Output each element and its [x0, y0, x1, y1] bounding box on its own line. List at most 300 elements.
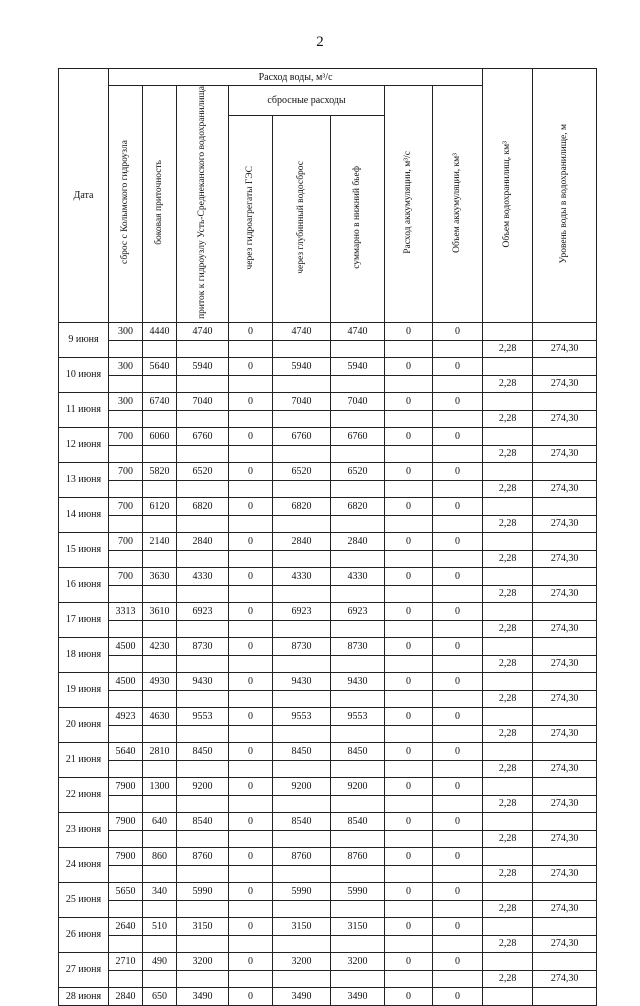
- cell-empty: [273, 410, 331, 427]
- cell-deep: 3150: [273, 917, 331, 935]
- cell-empty: [229, 445, 273, 462]
- cell-empty: [177, 480, 229, 497]
- cell-empty: [533, 322, 597, 340]
- cell-empty: [385, 900, 433, 917]
- cell-lateral: 640: [143, 812, 177, 830]
- cell-res_vol: 2,28: [483, 865, 533, 882]
- cell-total: 9430: [331, 672, 385, 690]
- header-inflow: приток к гидроузлу Усть-Среднеканского водохранилища: [177, 86, 229, 323]
- cell-acc_flow: 0: [385, 427, 433, 445]
- cell-acc_flow: 0: [385, 322, 433, 340]
- cell-inflow: 2840: [177, 532, 229, 550]
- table-row-secondary: [59, 865, 597, 882]
- cell-empty: [331, 445, 385, 462]
- table-row-secondary: [59, 760, 597, 777]
- cell-acc_vol: 0: [433, 427, 483, 445]
- cell-empty: [483, 812, 533, 830]
- cell-empty: [483, 952, 533, 970]
- cell-kolyma: 700: [109, 567, 143, 585]
- cell-empty: [177, 340, 229, 357]
- cell-empty: [533, 637, 597, 655]
- cell-empty: [229, 865, 273, 882]
- cell-empty: [331, 935, 385, 952]
- row-date: 23 июня: [59, 812, 109, 847]
- table-row-secondary: [59, 445, 597, 462]
- cell-deep: 6760: [273, 427, 331, 445]
- table-row-secondary: [59, 585, 597, 602]
- cell-total: 2840: [331, 532, 385, 550]
- cell-empty: [143, 935, 177, 952]
- cell-empty: [433, 480, 483, 497]
- cell-empty: [385, 410, 433, 427]
- cell-kolyma: 700: [109, 497, 143, 515]
- cell-total: 4740: [331, 322, 385, 340]
- cell-empty: [177, 515, 229, 532]
- cell-inflow: 6520: [177, 462, 229, 480]
- cell-lateral: 340: [143, 882, 177, 900]
- cell-empty: [385, 865, 433, 882]
- row-date: 18 июня: [59, 637, 109, 672]
- table-row-secondary: [59, 935, 597, 952]
- cell-total: 3490: [331, 987, 385, 1005]
- cell-empty: [385, 690, 433, 707]
- cell-lateral: 6740: [143, 392, 177, 410]
- table-row: [59, 462, 597, 480]
- cell-empty: [385, 445, 433, 462]
- table-row-secondary: [59, 690, 597, 707]
- cell-kolyma: 300: [109, 357, 143, 375]
- cell-empty: [273, 935, 331, 952]
- cell-acc_vol: 0: [433, 672, 483, 690]
- cell-empty: [433, 865, 483, 882]
- cell-turbines: 0: [229, 567, 273, 585]
- cell-acc_vol: 0: [433, 882, 483, 900]
- cell-deep: 2840: [273, 532, 331, 550]
- cell-empty: [273, 620, 331, 637]
- cell-total: 6760: [331, 427, 385, 445]
- cell-empty: [483, 847, 533, 865]
- cell-res_vol: 2,28: [483, 970, 533, 987]
- cell-empty: [483, 742, 533, 760]
- cell-turbines: 0: [229, 987, 273, 1005]
- cell-level: 274,30: [533, 410, 597, 427]
- cell-acc_vol: 0: [433, 987, 483, 1005]
- cell-level: 274,30: [533, 970, 597, 987]
- cell-empty: [385, 515, 433, 532]
- cell-empty: [109, 340, 143, 357]
- cell-empty: [273, 515, 331, 532]
- cell-empty: [331, 550, 385, 567]
- cell-level: 274,30: [533, 935, 597, 952]
- cell-res_vol: 2,28: [483, 410, 533, 427]
- cell-empty: [273, 830, 331, 847]
- table-row-secondary: [59, 410, 597, 427]
- table-row-secondary: [59, 830, 597, 847]
- cell-empty: [331, 620, 385, 637]
- cell-turbines: 0: [229, 952, 273, 970]
- cell-empty: [109, 655, 143, 672]
- cell-empty: [109, 690, 143, 707]
- table-row: [59, 427, 597, 445]
- cell-turbines: 0: [229, 882, 273, 900]
- cell-empty: [109, 515, 143, 532]
- cell-kolyma: 2640: [109, 917, 143, 935]
- cell-empty: [331, 410, 385, 427]
- cell-empty: [533, 882, 597, 900]
- cell-res_vol: 2,28: [483, 760, 533, 777]
- cell-lateral: 510: [143, 917, 177, 935]
- cell-empty: [433, 830, 483, 847]
- cell-kolyma: 7900: [109, 847, 143, 865]
- cell-deep: 8760: [273, 847, 331, 865]
- cell-lateral: 860: [143, 847, 177, 865]
- cell-kolyma: 7900: [109, 777, 143, 795]
- cell-acc_vol: 0: [433, 392, 483, 410]
- cell-lateral: 4440: [143, 322, 177, 340]
- cell-total: 7040: [331, 392, 385, 410]
- cell-res_vol: 2,28: [483, 620, 533, 637]
- cell-acc_vol: 0: [433, 567, 483, 585]
- cell-empty: [533, 427, 597, 445]
- cell-acc_flow: 0: [385, 847, 433, 865]
- cell-kolyma: 2710: [109, 952, 143, 970]
- table-row-secondary: [59, 620, 597, 637]
- row-date: 14 июня: [59, 497, 109, 532]
- cell-empty: [109, 865, 143, 882]
- cell-empty: [229, 410, 273, 427]
- cell-empty: [533, 567, 597, 585]
- cell-turbines: 0: [229, 392, 273, 410]
- cell-empty: [533, 777, 597, 795]
- row-date: 13 июня: [59, 462, 109, 497]
- cell-turbines: 0: [229, 847, 273, 865]
- cell-empty: [229, 585, 273, 602]
- cell-empty: [109, 585, 143, 602]
- cell-empty: [143, 515, 177, 532]
- cell-empty: [143, 865, 177, 882]
- cell-inflow: 3490: [177, 987, 229, 1005]
- table-body: [59, 322, 597, 1005]
- cell-empty: [433, 585, 483, 602]
- cell-total: 3150: [331, 917, 385, 935]
- cell-deep: 6520: [273, 462, 331, 480]
- cell-empty: [483, 672, 533, 690]
- cell-empty: [483, 567, 533, 585]
- cell-empty: [109, 760, 143, 777]
- cell-res_vol: 2,28: [483, 375, 533, 392]
- cell-acc_vol: 0: [433, 357, 483, 375]
- cell-empty: [385, 585, 433, 602]
- cell-deep: 3490: [273, 987, 331, 1005]
- cell-total: 8540: [331, 812, 385, 830]
- cell-inflow: 8450: [177, 742, 229, 760]
- cell-acc_vol: 0: [433, 532, 483, 550]
- cell-empty: [533, 987, 597, 1005]
- cell-empty: [109, 620, 143, 637]
- header-discharge-group: сбросные расходы: [229, 86, 385, 116]
- cell-acc_flow: 0: [385, 742, 433, 760]
- cell-kolyma: 2840: [109, 987, 143, 1005]
- header-date: Дата: [59, 69, 109, 323]
- cell-inflow: 6923: [177, 602, 229, 620]
- cell-empty: [331, 585, 385, 602]
- table-row: [59, 917, 597, 935]
- cell-kolyma: 4923: [109, 707, 143, 725]
- cell-empty: [143, 340, 177, 357]
- cell-deep: 8730: [273, 637, 331, 655]
- cell-acc_flow: 0: [385, 987, 433, 1005]
- cell-empty: [385, 830, 433, 847]
- cell-empty: [483, 777, 533, 795]
- cell-total: 6520: [331, 462, 385, 480]
- cell-inflow: 4330: [177, 567, 229, 585]
- table-row: [59, 987, 597, 1005]
- cell-empty: [229, 690, 273, 707]
- cell-empty: [331, 480, 385, 497]
- cell-acc_vol: 0: [433, 847, 483, 865]
- cell-empty: [533, 497, 597, 515]
- row-date: 22 июня: [59, 777, 109, 812]
- cell-empty: [331, 515, 385, 532]
- cell-lateral: 490: [143, 952, 177, 970]
- cell-empty: [483, 392, 533, 410]
- cell-empty: [331, 690, 385, 707]
- cell-res_vol: 2,28: [483, 795, 533, 812]
- cell-empty: [177, 795, 229, 812]
- cell-lateral: 4630: [143, 707, 177, 725]
- cell-empty: [331, 970, 385, 987]
- cell-empty: [433, 760, 483, 777]
- cell-acc_flow: 0: [385, 707, 433, 725]
- cell-res_vol: 2,28: [483, 830, 533, 847]
- water-flow-table: [58, 68, 597, 1006]
- cell-inflow: 8540: [177, 812, 229, 830]
- cell-lateral: 5820: [143, 462, 177, 480]
- row-date: 27 июня: [59, 952, 109, 987]
- row-date: 9 июня: [59, 322, 109, 357]
- cell-empty: [483, 637, 533, 655]
- cell-empty: [143, 445, 177, 462]
- cell-res_vol: 2,28: [483, 655, 533, 672]
- table-row: [59, 882, 597, 900]
- cell-acc_flow: 0: [385, 882, 433, 900]
- cell-empty: [533, 462, 597, 480]
- table-row: [59, 567, 597, 585]
- cell-acc_flow: 0: [385, 952, 433, 970]
- cell-lateral: 5640: [143, 357, 177, 375]
- row-date: 19 июня: [59, 672, 109, 707]
- cell-turbines: 0: [229, 777, 273, 795]
- cell-turbines: 0: [229, 637, 273, 655]
- cell-kolyma: 700: [109, 462, 143, 480]
- cell-acc_vol: 0: [433, 602, 483, 620]
- cell-level: 274,30: [533, 865, 597, 882]
- cell-kolyma: 300: [109, 392, 143, 410]
- cell-acc_vol: 0: [433, 812, 483, 830]
- cell-empty: [273, 445, 331, 462]
- cell-empty: [143, 410, 177, 427]
- header-reservoir-volume: Объем водохранилищ, км³: [483, 69, 533, 323]
- cell-level: 274,30: [533, 585, 597, 602]
- cell-lateral: 6120: [143, 497, 177, 515]
- cell-empty: [483, 987, 533, 1005]
- cell-deep: 9553: [273, 707, 331, 725]
- cell-acc_vol: 0: [433, 707, 483, 725]
- cell-acc_vol: 0: [433, 497, 483, 515]
- cell-acc_flow: 0: [385, 777, 433, 795]
- cell-empty: [433, 970, 483, 987]
- cell-empty: [273, 900, 331, 917]
- cell-level: 274,30: [533, 375, 597, 392]
- cell-turbines: 0: [229, 462, 273, 480]
- table-row: [59, 322, 597, 340]
- table-row: [59, 637, 597, 655]
- table-row-secondary: [59, 550, 597, 567]
- cell-res_vol: 2,28: [483, 585, 533, 602]
- table-row: [59, 602, 597, 620]
- row-date: 16 июня: [59, 567, 109, 602]
- cell-inflow: 9553: [177, 707, 229, 725]
- cell-deep: 8450: [273, 742, 331, 760]
- cell-acc_flow: 0: [385, 567, 433, 585]
- cell-deep: 8540: [273, 812, 331, 830]
- cell-empty: [483, 462, 533, 480]
- cell-empty: [483, 497, 533, 515]
- cell-acc_vol: 0: [433, 742, 483, 760]
- cell-empty: [177, 935, 229, 952]
- cell-empty: [331, 340, 385, 357]
- cell-level: 274,30: [533, 445, 597, 462]
- cell-empty: [177, 550, 229, 567]
- cell-deep: 9200: [273, 777, 331, 795]
- cell-empty: [533, 602, 597, 620]
- cell-empty: [385, 760, 433, 777]
- cell-level: 274,30: [533, 655, 597, 672]
- cell-res_vol: 2,28: [483, 900, 533, 917]
- cell-empty: [143, 480, 177, 497]
- cell-inflow: 8760: [177, 847, 229, 865]
- cell-empty: [229, 515, 273, 532]
- cell-empty: [273, 760, 331, 777]
- cell-acc_vol: 0: [433, 462, 483, 480]
- cell-empty: [143, 725, 177, 742]
- cell-empty: [229, 935, 273, 952]
- table-row-secondary: [59, 375, 597, 392]
- cell-empty: [433, 550, 483, 567]
- table-row-secondary: [59, 795, 597, 812]
- cell-level: 274,30: [533, 340, 597, 357]
- row-date: 15 июня: [59, 532, 109, 567]
- cell-empty: [533, 812, 597, 830]
- cell-lateral: 6060: [143, 427, 177, 445]
- cell-empty: [331, 865, 385, 882]
- cell-empty: [229, 725, 273, 742]
- cell-empty: [143, 550, 177, 567]
- cell-empty: [433, 515, 483, 532]
- cell-res_vol: 2,28: [483, 340, 533, 357]
- cell-empty: [273, 690, 331, 707]
- cell-empty: [143, 375, 177, 392]
- cell-empty: [385, 655, 433, 672]
- cell-turbines: 0: [229, 917, 273, 935]
- table-row: [59, 777, 597, 795]
- row-date: 24 июня: [59, 847, 109, 882]
- cell-empty: [273, 585, 331, 602]
- cell-empty: [229, 620, 273, 637]
- table-row-secondary: [59, 725, 597, 742]
- cell-turbines: 0: [229, 672, 273, 690]
- cell-empty: [533, 742, 597, 760]
- cell-inflow: 6820: [177, 497, 229, 515]
- cell-empty: [533, 917, 597, 935]
- table-row-secondary: [59, 655, 597, 672]
- cell-empty: [385, 725, 433, 742]
- cell-deep: 9430: [273, 672, 331, 690]
- header-lateral-inflow: боковая приточность: [143, 86, 177, 323]
- header-total-downstream: суммарно в нижний бьеф: [331, 116, 385, 323]
- cell-turbines: 0: [229, 812, 273, 830]
- cell-inflow: 8730: [177, 637, 229, 655]
- cell-empty: [177, 375, 229, 392]
- cell-empty: [483, 532, 533, 550]
- cell-empty: [331, 760, 385, 777]
- cell-empty: [483, 602, 533, 620]
- cell-kolyma: 5650: [109, 882, 143, 900]
- cell-empty: [331, 900, 385, 917]
- cell-empty: [177, 690, 229, 707]
- cell-empty: [331, 725, 385, 742]
- cell-empty: [385, 480, 433, 497]
- cell-acc_vol: 0: [433, 777, 483, 795]
- cell-empty: [385, 340, 433, 357]
- cell-empty: [433, 655, 483, 672]
- cell-total: 8450: [331, 742, 385, 760]
- cell-acc_flow: 0: [385, 917, 433, 935]
- cell-lateral: 3630: [143, 567, 177, 585]
- cell-empty: [177, 900, 229, 917]
- cell-empty: [433, 690, 483, 707]
- cell-kolyma: 300: [109, 322, 143, 340]
- cell-empty: [177, 725, 229, 742]
- cell-empty: [433, 340, 483, 357]
- cell-level: 274,30: [533, 550, 597, 567]
- cell-lateral: 4930: [143, 672, 177, 690]
- cell-inflow: 9200: [177, 777, 229, 795]
- cell-acc_vol: 0: [433, 637, 483, 655]
- cell-empty: [533, 392, 597, 410]
- cell-acc_flow: 0: [385, 812, 433, 830]
- cell-empty: [229, 760, 273, 777]
- cell-empty: [331, 655, 385, 672]
- cell-empty: [533, 707, 597, 725]
- cell-total: 5940: [331, 357, 385, 375]
- cell-empty: [143, 620, 177, 637]
- cell-lateral: 2810: [143, 742, 177, 760]
- cell-empty: [273, 655, 331, 672]
- cell-empty: [109, 970, 143, 987]
- cell-turbines: 0: [229, 427, 273, 445]
- table-row: [59, 357, 597, 375]
- table-row: [59, 532, 597, 550]
- cell-empty: [109, 410, 143, 427]
- cell-empty: [143, 760, 177, 777]
- table-row: [59, 392, 597, 410]
- cell-level: 274,30: [533, 795, 597, 812]
- cell-empty: [229, 550, 273, 567]
- page-number: 2: [316, 34, 324, 50]
- cell-empty: [109, 795, 143, 812]
- cell-inflow: 7040: [177, 392, 229, 410]
